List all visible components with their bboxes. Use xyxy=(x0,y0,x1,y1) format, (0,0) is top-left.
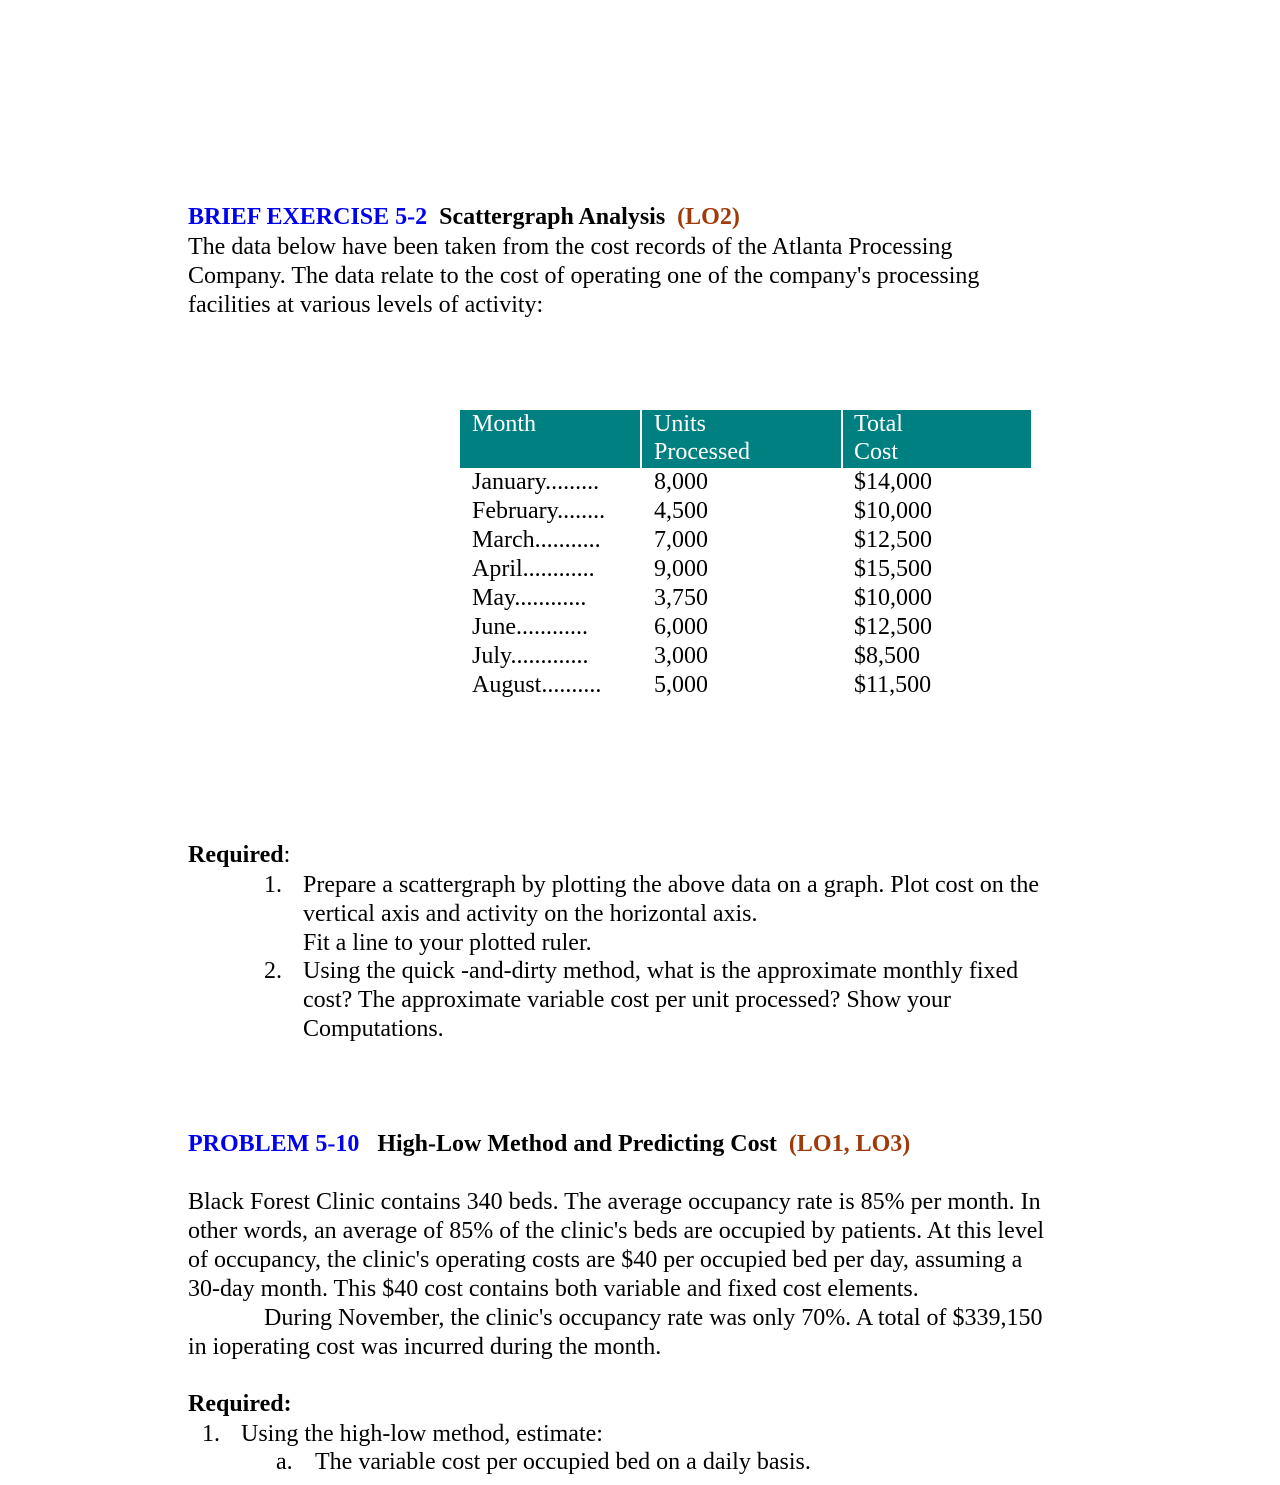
list-item-line: Using the quick -and-dirty method, what is the approximate monthly fixed xyxy=(303,958,1019,984)
table-row xyxy=(460,584,1031,613)
header-month xyxy=(472,410,536,438)
cell-units: 7,000 xyxy=(654,527,708,553)
list-item: Using the high-low method, estimate: xyxy=(241,1421,603,1447)
list-item-line: Computations. xyxy=(303,1016,444,1042)
exercise-lo: (LO2) xyxy=(677,204,740,230)
cell-cost: $15,500 xyxy=(854,556,932,582)
header-units xyxy=(654,410,750,466)
cell-cost: $8,500 xyxy=(854,643,920,669)
required-label-colon: : xyxy=(283,842,291,868)
cost-data-table xyxy=(460,410,1031,700)
header-units-line1: Units xyxy=(654,411,707,437)
list-number: 1. xyxy=(202,1421,220,1447)
table-row xyxy=(460,671,1031,700)
cell-units: 3,000 xyxy=(654,643,708,669)
cell-units: 6,000 xyxy=(654,614,708,640)
intro-line: The data below have been taken from the cost records of the Atlanta Processing xyxy=(188,234,953,260)
table-row xyxy=(460,468,1031,497)
intro-line: Company. The data relate to the cost of operating one of the company's processing xyxy=(188,263,980,289)
required-label xyxy=(188,841,290,870)
paragraph-line: During November, the clinic's occupancy rate was only 70%. A total of $339,150 xyxy=(264,1305,1043,1331)
header-units-line2: Processed xyxy=(654,439,750,465)
cell-month: February........ xyxy=(472,498,606,524)
paragraph-line: Black Forest Clinic contains 340 beds. The average occupancy rate is 85% per month. In xyxy=(188,1189,1041,1215)
cell-month: January......... xyxy=(472,469,600,495)
cell-units: 5,000 xyxy=(654,672,708,698)
cell-month: March........... xyxy=(472,527,601,553)
table-row xyxy=(460,526,1031,555)
table-row xyxy=(460,555,1031,584)
header-cost-line1: Total xyxy=(854,411,903,437)
list-item-line: Prepare a scattergraph by plotting the above data on a graph. Plot cost on the xyxy=(303,872,1040,898)
list-number: 2. xyxy=(264,958,282,984)
cell-cost: $11,500 xyxy=(854,672,932,698)
problem-title: High-Low Method and Predicting Cost xyxy=(377,1131,777,1157)
problem-code: PROBLEM 5-10 xyxy=(188,1131,360,1157)
paragraph-line: 30-day month. This $40 cost contains both variable and fixed cost elements. xyxy=(188,1276,919,1302)
column-divider xyxy=(841,410,843,468)
cell-month: July............. xyxy=(472,643,589,669)
cell-units: 4,500 xyxy=(654,498,708,524)
problem-lo: (LO1, LO3) xyxy=(788,1131,911,1157)
problem-heading xyxy=(188,1130,910,1159)
paragraph-line: in ioperating cost was incurred during the month. xyxy=(188,1334,662,1360)
exercise-intro xyxy=(188,233,1088,320)
cell-month: May............ xyxy=(472,585,587,611)
cell-cost: $10,000 xyxy=(854,498,932,524)
paragraph-line: of occupancy, the clinic's operating costs are $40 per occupied bed per day, assuming a xyxy=(188,1247,1023,1273)
required-label: Required: xyxy=(188,1391,292,1417)
paragraph-line: other words, an average of 85% of the clinic's beds are occupied by patients. At this level xyxy=(188,1218,1045,1244)
list-item-line: Fit a line to your plotted ruler. xyxy=(303,930,592,956)
list-item-line: vertical axis and activity on the horizontal axis. xyxy=(303,901,758,927)
list-item xyxy=(303,957,1018,1044)
exercise-title: Scattergraph Analysis xyxy=(439,204,666,230)
cell-units: 9,000 xyxy=(654,556,708,582)
table-row xyxy=(460,497,1031,526)
cell-units: 3,750 xyxy=(654,585,708,611)
column-divider xyxy=(640,410,642,468)
header-month-label: Month xyxy=(472,411,537,437)
cell-cost: $10,000 xyxy=(854,585,932,611)
exercise-heading xyxy=(188,203,740,232)
list-letter: a. xyxy=(276,1449,293,1475)
header-cost xyxy=(854,410,903,466)
intro-line: facilities at various levels of activity: xyxy=(188,292,544,318)
cell-cost: $12,500 xyxy=(854,527,932,553)
list-item xyxy=(303,871,1039,958)
list-number: 1. xyxy=(264,872,282,898)
table-header xyxy=(460,410,1031,468)
cell-units: 8,000 xyxy=(654,469,708,495)
problem-paragraph xyxy=(188,1188,1108,1362)
table-body xyxy=(460,468,1031,700)
cell-month: April............ xyxy=(472,556,595,582)
table-row xyxy=(460,642,1031,671)
list-item-line: cost? The approximate variable cost per unit processed? Show your xyxy=(303,987,952,1013)
cell-month: August.......... xyxy=(472,672,602,698)
table-row xyxy=(460,613,1031,642)
header-cost-line2: Cost xyxy=(854,439,899,465)
required-label-text: Required xyxy=(188,842,284,868)
list-subitem: The variable cost per occupied bed on a daily basis. xyxy=(315,1449,811,1475)
cell-month: June............ xyxy=(472,614,588,640)
exercise-code: BRIEF EXERCISE 5-2 xyxy=(188,204,428,230)
cell-cost: $14,000 xyxy=(854,469,932,495)
cell-cost: $12,500 xyxy=(854,614,932,640)
